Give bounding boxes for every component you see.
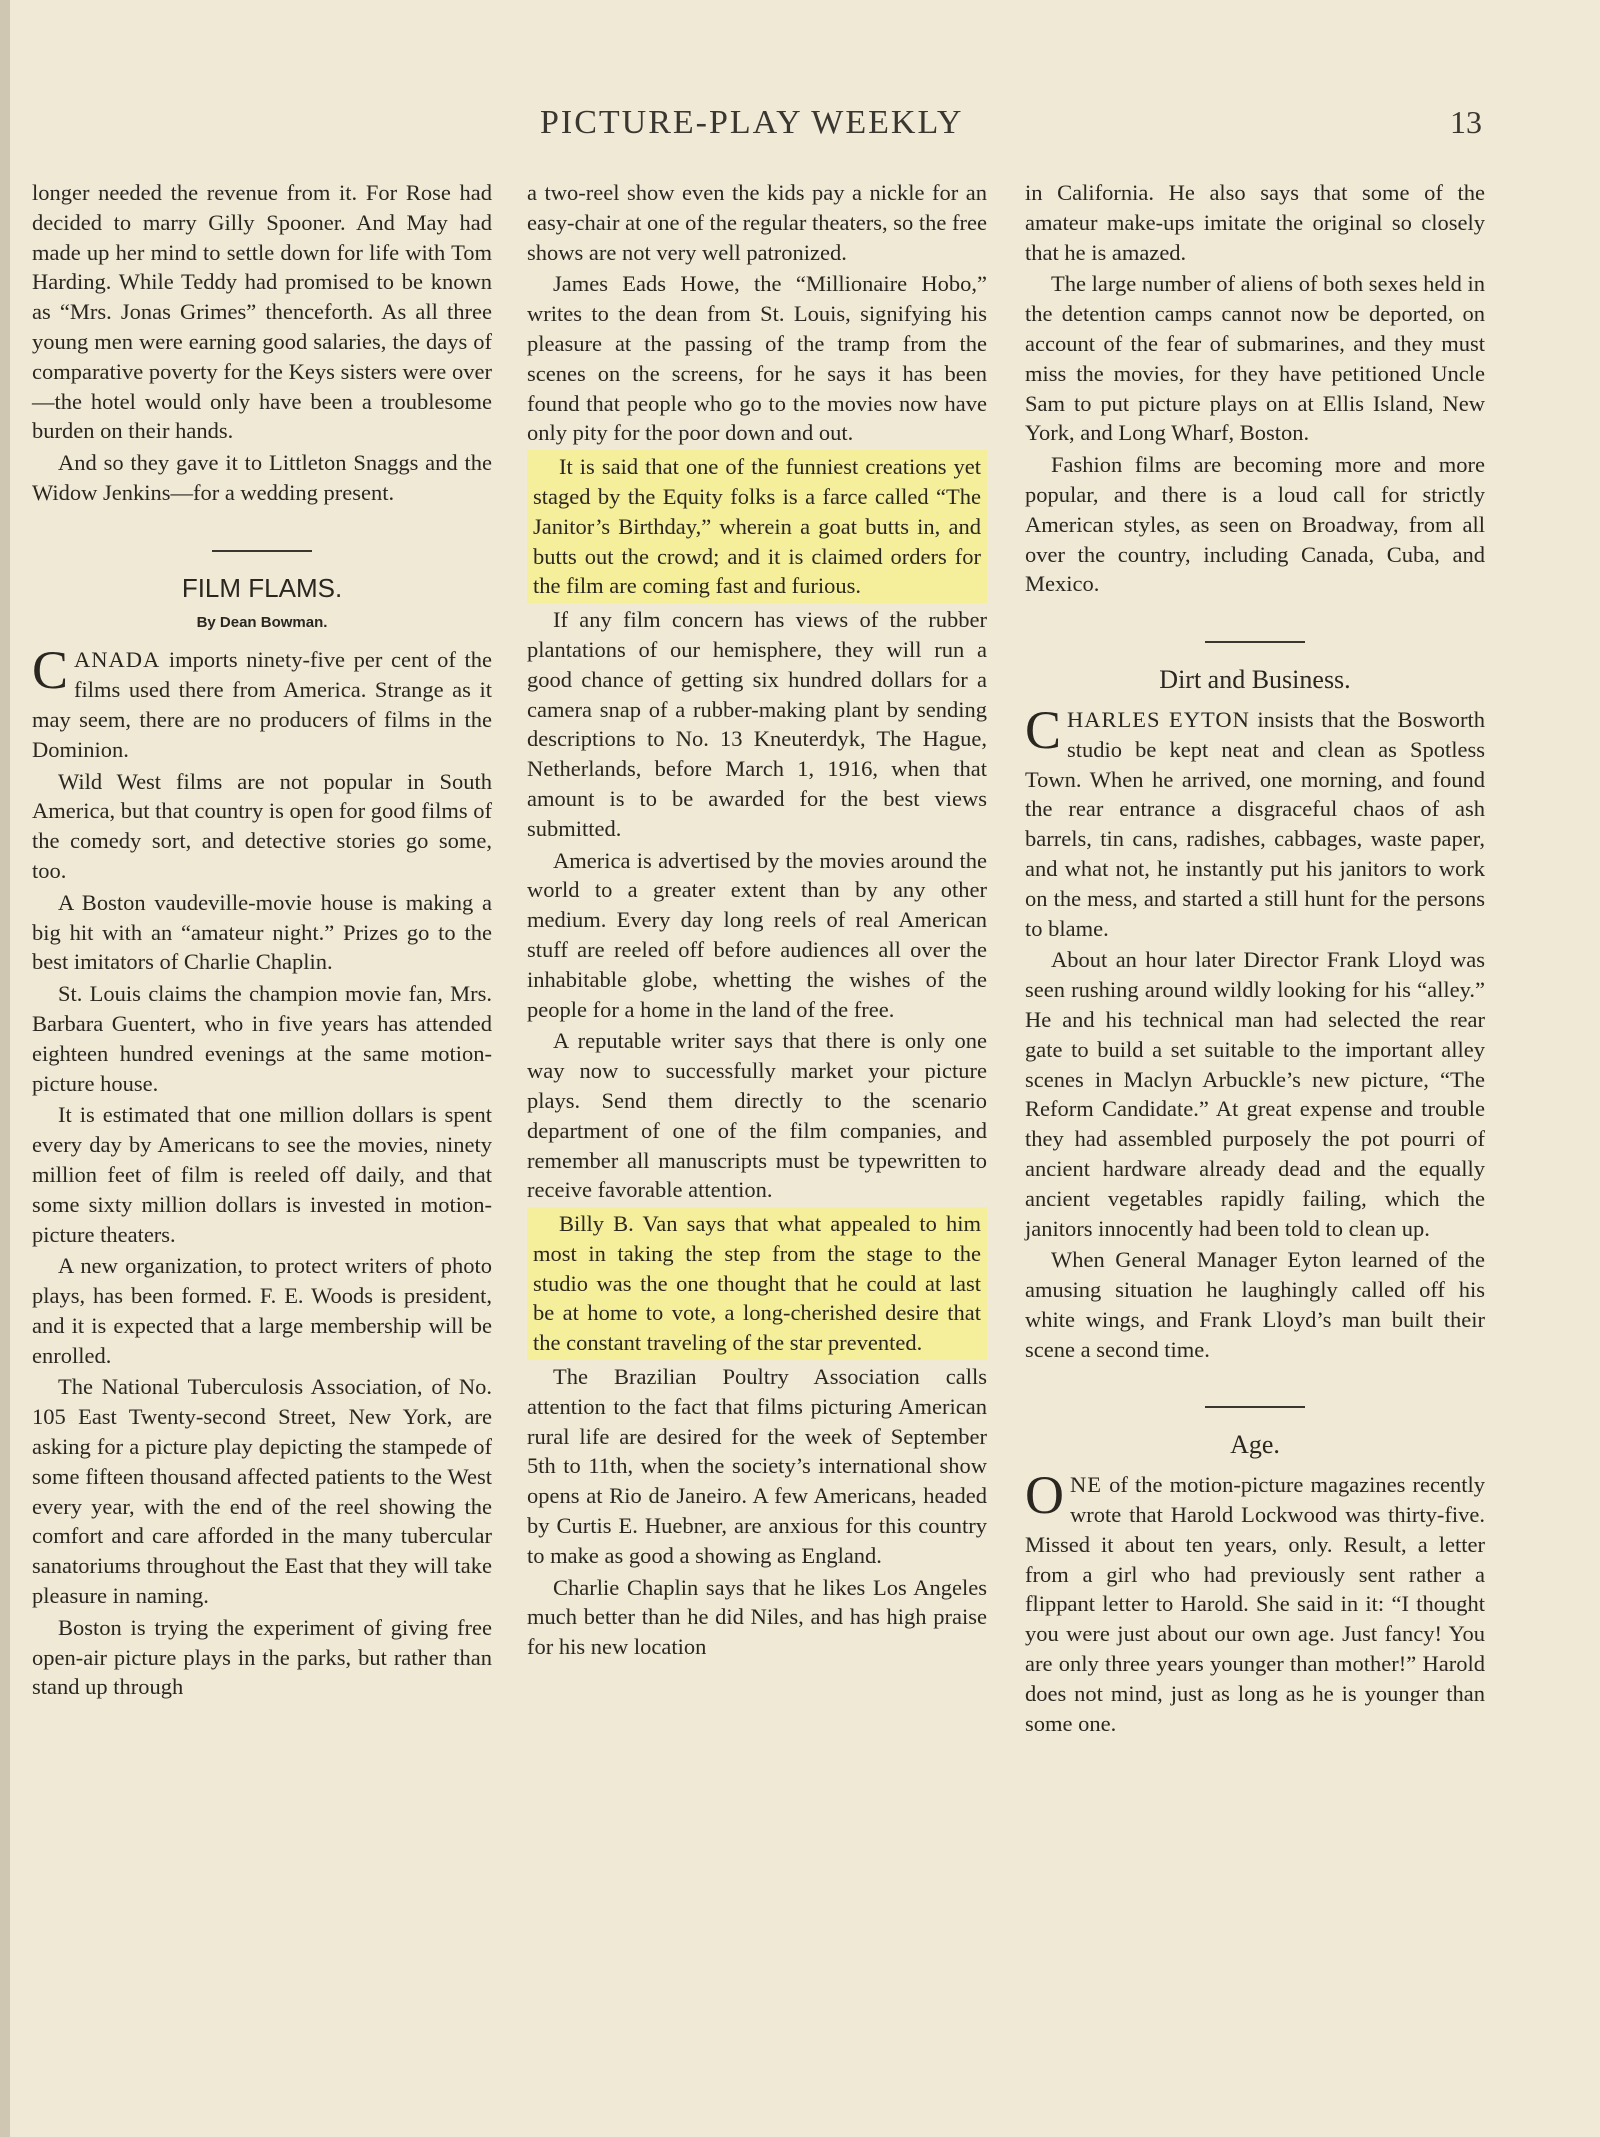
drop-cap: C — [32, 640, 69, 701]
lead-text: insists that the Bosworth studio be kept neat and clean as Spotless Town. When he arrived, one morning, and found the rear entrance a disgraceful chaos of ash barrels, tin cans, radishes, cabbages, waste paper, and what not, he instantly put his janitors to work on the mess, and started a still hunt for the persons to blame. — [1025, 706, 1485, 941]
paragraph: Fashion films are becoming more and more popular, and there is a loud call for strictly American styles, as seen on Broadway, from all over the country, including Canada, Cuba, and Mexico. — [1025, 452, 1485, 597]
paragraph: It is estimated that one million dollars is spent every day by Americans to see the movies, ninety million feet of film is reeled off daily, and that some sixty million dollars is invested in motion-picture theaters. — [32, 1102, 492, 1247]
story-ending-paragraph: And so they gave it to Littleton Snaggs and the Widow Jenkins—for a wedding present. — [32, 450, 492, 505]
page-binding-edge — [0, 0, 10, 2137]
paragraph: The Brazilian Poultry Association calls attention to the fact that films picturing American rural life are desired for the week of September 5th to 11th, when the society’s international show opens at Rio de Janeiro. A few Americans, headed by Curtis E. Huebner, are anxious for this country to make as good a showing as England. — [527, 1364, 987, 1568]
page-header — [0, 104, 1600, 152]
story-ending-paragraph: longer needed the revenue from it. For Rose had decided to marry Gilly Spooner. And May had made up her mind to settle down for life with Tom Harding. While Teddy had promised to be known as “Mrs. Jonas Grimes” thenceforth. As all three young men were earning good salaries, the days of comparative poverty for the Keys sisters were over—the hotel would only have been a troublesome burden on their hands. — [32, 180, 492, 444]
highlighted-paragraph: Billy B. Van says that what appealed to him most in taking the step from the stage to the studio was the one thought that he could at last be at home to vote, a long-cherished desire that the constant traveling of the star prevented. — [527, 1207, 987, 1360]
paragraph: A Boston vaudeville-movie house is making a big hit with an “amateur night.” Prizes go to the best imitators of Charlie Chaplin. — [32, 889, 492, 975]
paragraph: Boston is trying the experiment of giving free open-air picture plays in the parks, but rather than stand up through — [32, 1614, 492, 1700]
paragraph: St. Louis claims the champion movie fan, Mrs. Barbara Guentert, who in five years has attended eighteen hundred evenings at the same motion-picture house. — [32, 981, 492, 1096]
paragraph: If any film concern has views of the rubber plantations of our hemisphere, they will run a good chance of getting six hundred dollars for a camera snap of a rubber-making plant by sending descriptions to No. 13 Kneuterdyk, The Hague, Netherlands, before March 1, 1916, when that amount is to be awarded for the best views submitted. — [527, 607, 987, 841]
column-1 — [32, 178, 492, 2058]
paragraph: America is advertised by the movies around the world to a greater extent than by any other medium. Every day long reels of real American stuff are reeled off before audiences all over the inhabitable globe, whetting the wishes of the people for a home in the land of the free. — [527, 847, 987, 1022]
drop-cap: O — [1025, 1465, 1064, 1526]
lead-smallcaps: NE — [1070, 1472, 1102, 1498]
section-divider — [212, 550, 312, 552]
byline: By Dean Bowman. — [196, 613, 328, 631]
lead-paragraph — [1025, 1465, 1485, 1738]
paragraph: When General Manager Eyton learned of the amusing situation he laughingly called off his white wings, and Frank Lloyd’s man built their scene a second time. — [1025, 1247, 1485, 1362]
section-title: Dirt and Business. — [1159, 665, 1351, 695]
paragraph: A new organization, to protect writers of photo plays, has been formed. F. E. Woods is president, and it is expected that a large membership will be enrolled. — [32, 1253, 492, 1368]
lead-smallcaps: HARLES EYTON — [1067, 706, 1250, 732]
highlighted-paragraph: It is said that one of the funniest creations yet staged by the Equity folks is a farce called “The Janitor’s Birthday,” wherein a goat butts in, and butts out the crowd; and it is claimed orders for the film are coming fast and furious. — [527, 450, 987, 603]
section-title: FILM FLAMS. — [181, 572, 343, 603]
drop-cap: C — [1025, 699, 1062, 760]
column-2 — [527, 178, 987, 2058]
paragraph: The National Tuberculosis Association, of No. 105 East Twenty-second Street, New York, are asking for a picture play depicting the stampede of some fifteen thousand affected patients to the West every year, with the end of the reel showing the comfort and care afforded in the many tubercular sanatoriums throughout the East that they will take pleasure in naming. — [32, 1374, 492, 1609]
section-divider — [1205, 641, 1305, 643]
paragraph: James Eads Howe, the “Millionaire Hobo,” writes to the dean from St. Louis, signifying his pleasure at the passing of the tramp from the scenes on the screens, for he says it has been found that people who go to the movies now have only pity for the poor down and out. — [527, 271, 987, 446]
paragraph: Charlie Chaplin says that he likes Los Angeles much better than he did Niles, and has high praise for his new location — [527, 1574, 987, 1660]
lead-text: of the motion-picture magazines recently wrote that Harold Lockwood was thirty-five. Missed it about ten years, only. Result, a letter from a girl who had previously sent rather a flippant letter to Harold. She said in it: “I thought you were just about our own age. Just fancy! You are only three years younger than mother!” Harold does not mind, just as long as he is younger than some one. — [1025, 1472, 1485, 1736]
paragraph: in California. He also says that some of the amateur make-ups imitate the original so closely that he is amazed. — [1025, 180, 1485, 265]
paragraph: A reputable writer says that there is only one way now to successfully market your picture plays. Send them directly to the scenario department of one of the film companies, and remember all manuscripts must be typewritten to receive favorable attention. — [527, 1028, 987, 1203]
lead-paragraph — [32, 640, 492, 764]
paragraph: About an hour later Director Frank Lloyd was seen rushing around wildly looking for his “alley.” He and his technical man had selected the rear gate to build a set suitable to the important alley scenes in Maclyn Arbuckle’s new picture, “The Reform Candidate.” At great expense and trouble they had assembled purposely the pot pourri of ancient hardware already dead and the equally ancient vegetables rapidly failing, which the janitors innocently had been told to clean up. — [1025, 947, 1485, 1241]
section-divider — [1205, 1406, 1305, 1408]
paragraph: The large number of aliens of both sexes held in the detention camps cannot now be deported, on account of the fear of submarines, and they must miss the movies, for they have petitioned Uncle Sam to put picture plays on at Ellis Island, New York, and Long Wharf, Boston. — [1025, 271, 1485, 446]
lead-smallcaps: ANADA — [74, 647, 161, 673]
paragraph: Wild West films are not popular in South America, but that country is open for good films of the comedy sort, and detective stories go some, too. — [32, 768, 492, 883]
column-3 — [1025, 178, 1485, 2058]
running-head: PICTURE-PLAY WEEKLY — [540, 104, 964, 141]
section-title: Age. — [1230, 1430, 1280, 1460]
paragraph: a two-reel show even the kids pay a nickle for an easy-chair at one of the regular theaters, so the free shows are not very well patronized. — [527, 180, 987, 265]
lead-paragraph — [1025, 699, 1485, 943]
lead-text: imports ninety-five per cent of the films used there from America. Strange as it may seem, there are no producers of films in the Dominion. — [32, 647, 492, 762]
page-number: 13 — [1450, 104, 1482, 140]
